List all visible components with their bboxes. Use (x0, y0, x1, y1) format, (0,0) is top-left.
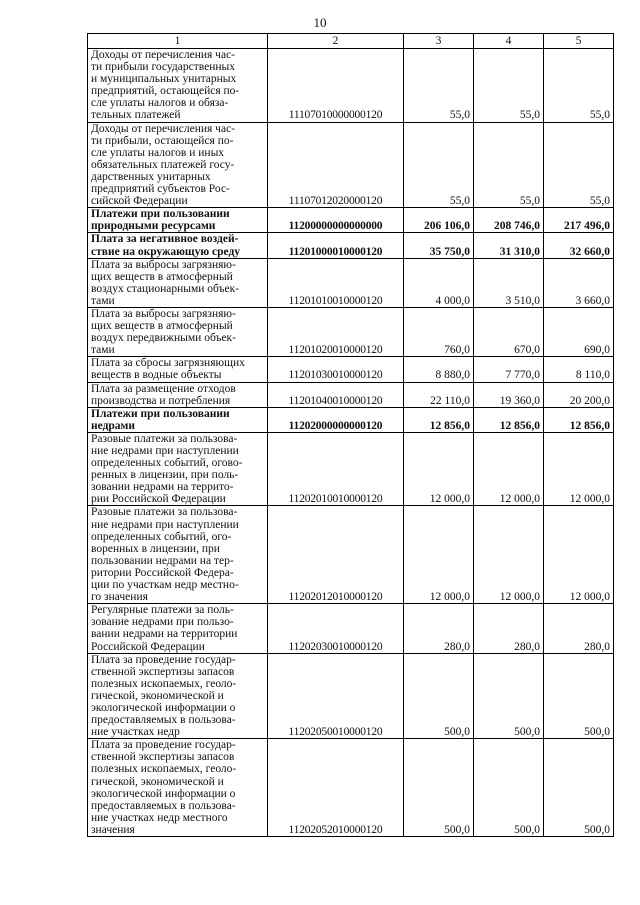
column-header-3: 3 (404, 34, 474, 49)
row-value-col3: 280,0 (404, 604, 474, 653)
table-row (88, 258, 614, 307)
row-value-col5: 8 110,0 (544, 357, 614, 382)
row-name-cell: Доходы от перечисления час- ти прибыли, остающейся по- сле уплаты налогов и иных обязательных платежей госу- дарственных унитарных предприятий субъектов Рос- сийской Федерации (88, 122, 268, 208)
table-body (88, 49, 614, 837)
table-row (88, 208, 614, 233)
row-value-col5: 12 000,0 (544, 506, 614, 604)
table-row (88, 432, 614, 506)
row-code-cell: 11202010010000120 (268, 432, 404, 506)
row-value-col5: 3 660,0 (544, 258, 614, 307)
column-header-2: 2 (268, 34, 404, 49)
row-value-col4: 31 310,0 (474, 233, 544, 258)
row-value-col3: 12 856,0 (404, 407, 474, 432)
row-value-col4: 280,0 (474, 604, 544, 653)
row-value-col3: 12 000,0 (404, 506, 474, 604)
table-row (88, 653, 614, 739)
row-value-col4: 208 746,0 (474, 208, 544, 233)
row-value-col3: 4 000,0 (404, 258, 474, 307)
row-name-cell: Разовые платежи за пользова- ние недрами при наступлении определенных событий, ого- воренных в лицензии, при пользовании недрами на тер- ритории Российской Федера- ции по участкам недр местно- го значения (88, 506, 268, 604)
table-row (88, 506, 614, 604)
row-code-cell: 11202052010000120 (268, 739, 404, 837)
table-row (88, 122, 614, 208)
row-value-col5: 20 200,0 (544, 382, 614, 407)
row-value-col5: 217 496,0 (544, 208, 614, 233)
row-value-col3: 35 750,0 (404, 233, 474, 258)
row-code-cell: 11107012020000120 (268, 122, 404, 208)
table-row (88, 407, 614, 432)
row-code-cell: 11201010010000120 (268, 258, 404, 307)
row-code-cell: 11202012010000120 (268, 506, 404, 604)
row-value-col4: 500,0 (474, 739, 544, 837)
row-value-col5: 55,0 (544, 49, 614, 123)
row-name-cell: Плата за проведение государ- ственной экспертизы запасов полезных ископаемых, геоло- гической, экономической и экологической информации о предоставляемых в пользова- ние участках недр (88, 653, 268, 739)
row-value-col3: 55,0 (404, 122, 474, 208)
table-header-row (88, 34, 614, 49)
row-name-cell: Разовые платежи за пользова- ние недрами при наступлении определенных событий, огово- ренных в лицензии, при поль- зовании недрами на террито- рии Российской Федерации (88, 432, 268, 506)
table-row (88, 307, 614, 356)
column-header-4: 4 (474, 34, 544, 49)
row-code-cell: 11201040010000120 (268, 382, 404, 407)
row-value-col4: 12 000,0 (474, 506, 544, 604)
row-code-cell: 11200000000000000 (268, 208, 404, 233)
row-value-col4: 55,0 (474, 122, 544, 208)
row-value-col3: 760,0 (404, 307, 474, 356)
budget-revenue-table (87, 33, 614, 837)
row-value-col4: 3 510,0 (474, 258, 544, 307)
row-value-col3: 500,0 (404, 739, 474, 837)
row-value-col5: 55,0 (544, 122, 614, 208)
row-value-col5: 12 000,0 (544, 432, 614, 506)
row-value-col5: 32 660,0 (544, 233, 614, 258)
page-number: 10 (313, 15, 327, 30)
column-header-1: 1 (88, 34, 268, 49)
row-name-cell: Доходы от перечисления час- ти прибыли государственных и муниципальных унитарных предприятий, остающейся по- сле уплаты налогов и обяза- тельных платежей (88, 49, 268, 123)
row-code-cell: 11201020010000120 (268, 307, 404, 356)
row-value-col3: 206 106,0 (404, 208, 474, 233)
row-code-cell: 11202050010000120 (268, 653, 404, 739)
row-name-cell: Плата за негативное воздей- ствие на окружающую среду (88, 233, 268, 258)
row-code-cell: 11201030010000120 (268, 357, 404, 382)
row-code-cell: 11201000010000120 (268, 233, 404, 258)
row-name-cell: Регулярные платежи за поль- зование недрами при пользо- вании недрами на территории Российской Федерации (88, 604, 268, 653)
row-value-col4: 7 770,0 (474, 357, 544, 382)
row-name-cell: Плата за сбросы загрязняющих веществ в водные объекты (88, 357, 268, 382)
table-row (88, 739, 614, 837)
row-value-col5: 280,0 (544, 604, 614, 653)
row-value-col4: 500,0 (474, 653, 544, 739)
table-row (88, 233, 614, 258)
row-value-col4: 55,0 (474, 49, 544, 123)
row-value-col3: 55,0 (404, 49, 474, 123)
row-value-col5: 500,0 (544, 739, 614, 837)
row-value-col3: 500,0 (404, 653, 474, 739)
table-row (88, 604, 614, 653)
row-value-col4: 12 000,0 (474, 432, 544, 506)
row-value-col4: 19 360,0 (474, 382, 544, 407)
column-header-5: 5 (544, 34, 614, 49)
table-row (88, 357, 614, 382)
row-code-cell: 11107010000000120 (268, 49, 404, 123)
row-code-cell: 11202030010000120 (268, 604, 404, 653)
row-value-col4: 12 856,0 (474, 407, 544, 432)
row-value-col3: 8 880,0 (404, 357, 474, 382)
row-value-col3: 12 000,0 (404, 432, 474, 506)
row-name-cell: Плата за выбросы загрязняю- щих веществ в атмосферный воздух передвижными объек- тами (88, 307, 268, 356)
row-value-col4: 670,0 (474, 307, 544, 356)
row-value-col5: 500,0 (544, 653, 614, 739)
row-name-cell: Платежи при пользовании природными ресурсами (88, 208, 268, 233)
row-value-col5: 12 856,0 (544, 407, 614, 432)
row-name-cell: Плата за проведение государ- ственной экспертизы запасов полезных ископаемых, геоло- гической, экономической и экологической информации о предоставляемых в пользова- ние участках недр местного значения (88, 739, 268, 837)
table-row (88, 49, 614, 123)
row-code-cell: 11202000000000120 (268, 407, 404, 432)
table-row (88, 382, 614, 407)
row-name-cell: Платежи при пользовании недрами (88, 407, 268, 432)
row-value-col5: 690,0 (544, 307, 614, 356)
row-name-cell: Плата за размещение отходов производства и потребления (88, 382, 268, 407)
row-name-cell: Плата за выбросы загрязняю- щих веществ в атмосферный воздух стационарными объек- тами (88, 258, 268, 307)
row-value-col3: 22 110,0 (404, 382, 474, 407)
